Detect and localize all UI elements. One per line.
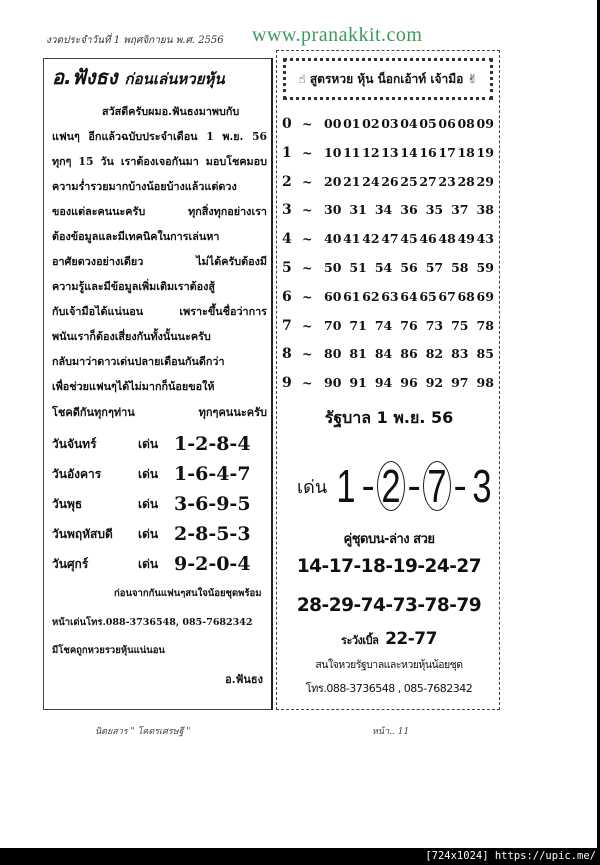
play-label: เด่น (297, 476, 328, 497)
value: 42 (362, 231, 380, 247)
issue-date: งวดประจำวันที่ 1 พฤศจิกายน พ.ศ. 2556 (46, 35, 224, 46)
note-1: ก่อนจากกันแฟนๆสนใจน้อยชุดพร้อม (114, 588, 262, 599)
left-column (43, 58, 273, 710)
note-3: มีโชคถูกหวยรวยหุ้นแน่นอน (52, 645, 165, 656)
value: 19 (476, 144, 494, 160)
pairs-title: คู่ชุดบน-ล่าง สวย (343, 532, 435, 547)
value: 91 (349, 375, 367, 391)
intro-paragraph (52, 99, 267, 399)
formula-header (283, 58, 493, 100)
row-key: 0 (282, 116, 292, 132)
value: 69 (476, 288, 494, 304)
right-column (276, 50, 500, 710)
formula-row (282, 144, 494, 162)
row-key: 5 (282, 260, 292, 276)
row-key: 3 (282, 202, 292, 219)
value: 83 (451, 346, 469, 362)
paragraph-line: สวัสดีครับผมอ.ฟันธงมาพบกับ (102, 105, 240, 118)
double-line (277, 627, 501, 653)
day-name: วันพฤหัสบดี (52, 526, 113, 541)
value: 37 (451, 202, 469, 218)
left-title (52, 63, 225, 93)
play-label: เด่น (138, 526, 159, 541)
value: 38 (476, 202, 494, 218)
value: 21 (343, 173, 361, 189)
row-key: 1 (282, 144, 292, 161)
row-key: 4 (282, 231, 292, 248)
row-sep: ~ (302, 346, 313, 362)
value: 85 (476, 346, 494, 362)
value: 01 (343, 116, 361, 131)
row-key: 7 (282, 317, 292, 334)
author-name: อ.ฟังธง (52, 65, 118, 89)
paragraph-line: ทุกๆ 15 วัน เราต้องเจอกันมา มอบโชคมอบ (52, 155, 267, 168)
digit-wrap (377, 461, 405, 511)
value: 16 (419, 144, 437, 160)
value: 56 (400, 260, 418, 275)
dash: - (407, 463, 421, 508)
row-values (324, 230, 494, 248)
hand-icon: ✌ (463, 72, 478, 86)
paragraph-line: กลับมาว่าดาวเด่นปลายเดือนกันดีกว่า (52, 355, 225, 368)
value: 94 (374, 375, 393, 391)
value: 30 (324, 202, 342, 218)
formula-row (282, 173, 494, 191)
row-key: 2 (282, 173, 292, 190)
row-sep: ~ (302, 173, 313, 189)
value: 46 (419, 231, 437, 247)
pairs-row-1: 14-17-18-19-24-27 (296, 556, 482, 577)
magazine-name: นิตยสาร " โคตรเศรษฐี " (95, 727, 191, 737)
value: 73 (425, 317, 444, 333)
day-row (52, 551, 251, 577)
value: 03 (381, 116, 399, 131)
hand-icon: ☝ (298, 72, 310, 86)
formula-title: สูตรหวย หุ้น น็อกเอ้าท์ เจ้ามือ (309, 71, 464, 86)
value: 54 (374, 260, 393, 275)
row-values (324, 317, 494, 335)
day-numbers: 9-2-0-4 (174, 553, 251, 575)
paragraph-line: กับเจ้ามือได้แน่นอน เพราะขึ้นชื่อว่าการ (52, 305, 267, 318)
digit-wrap (333, 459, 359, 513)
site-url: www.pranakkit.com (252, 24, 423, 46)
value: 05 (419, 116, 437, 131)
value: 78 (476, 317, 494, 333)
value: 08 (457, 116, 475, 131)
value: 26 (381, 173, 399, 189)
value: 90 (324, 375, 342, 391)
value: 24 (362, 173, 380, 189)
value: 82 (425, 346, 444, 362)
row-values (324, 288, 494, 306)
value: 92 (425, 375, 444, 391)
day-numbers: 1-6-4-7 (174, 463, 251, 485)
signature: อ.ฟันธง (225, 673, 263, 686)
value: 11 (343, 144, 361, 160)
play-label: เด่น (138, 556, 159, 571)
row-sep: ~ (302, 202, 313, 218)
paragraph-line: ต้องข้อมูลและมีเทคนิคในการเล่นหา (52, 230, 220, 243)
paragraph-line: ของแต่ละคนนะครับ ทุกสิ่งทุกอย่างเรา (52, 205, 267, 218)
value: 35 (425, 202, 444, 218)
row-values (324, 173, 494, 191)
day-numbers: 2-8-5-3 (174, 523, 251, 545)
pairs-row-2: 28-29-74-73-78-79 (296, 595, 482, 616)
value: 31 (349, 202, 367, 218)
day-row (52, 431, 251, 457)
paragraph-line: เพื่อช่วยแฟนๆได้ไม่มากก็น้อยขอให้ (52, 380, 215, 393)
value: 49 (457, 231, 475, 247)
digit: 2 (381, 460, 401, 512)
value: 51 (349, 260, 367, 275)
value: 76 (400, 317, 418, 333)
value: 02 (362, 116, 380, 131)
value: 36 (400, 202, 418, 218)
value: 43 (476, 231, 494, 247)
value: 47 (381, 231, 399, 247)
value: 60 (324, 288, 342, 304)
play-label: เด่น (138, 436, 159, 451)
formula-row (282, 288, 494, 306)
title-sub: ก่อนเล่นหวยหุ้น (124, 70, 225, 88)
value: 20 (324, 173, 342, 189)
value: 75 (451, 317, 469, 333)
page-number: หน้า.. 11 (372, 727, 410, 737)
day-name: วันจันทร์ (52, 436, 97, 451)
luck-b: ทุกๆคนนะครับ (198, 406, 267, 419)
formula-row (282, 230, 494, 248)
digit-wrap (469, 459, 495, 513)
value: 25 (400, 173, 418, 189)
formula-row (282, 259, 494, 277)
value: 96 (400, 375, 418, 391)
value: 00 (324, 116, 342, 131)
double-label: ระวังเบิ้ล (341, 634, 379, 647)
value: 40 (324, 231, 342, 247)
value: 64 (400, 288, 418, 304)
row-values (324, 345, 494, 363)
row-key: 6 (282, 288, 292, 305)
digit: 3 (472, 460, 492, 512)
row-sep: ~ (302, 375, 313, 391)
value: 59 (476, 260, 494, 275)
value: 57 (425, 260, 444, 275)
contact-2: โทร.088-3736548 , 085-7682342 (305, 682, 473, 695)
value: 70 (324, 317, 342, 333)
value: 97 (451, 375, 469, 391)
day-row (52, 461, 251, 487)
paragraph-line: พนันเราก็ต้องเสี่ยงกันทั้งนั้นนะครับ (52, 330, 211, 343)
day-numbers: 1-2-8-4 (174, 433, 251, 455)
day-row (52, 521, 251, 547)
featured-digits (297, 459, 495, 513)
row-key: 9 (282, 375, 292, 392)
value: 63 (381, 288, 399, 304)
watermark-bar: [724x1024] https://upic.me/ (0, 848, 600, 865)
day-row (52, 491, 251, 517)
double-nums: 22-77 (385, 629, 437, 649)
formula-row (282, 201, 494, 219)
value: 61 (343, 288, 361, 304)
value: 13 (381, 144, 399, 160)
row-sep: ~ (302, 260, 313, 275)
value: 58 (451, 260, 469, 275)
value: 62 (362, 288, 380, 304)
value: 98 (476, 375, 494, 391)
value: 74 (374, 317, 393, 333)
value: 41 (343, 231, 361, 247)
value: 14 (400, 144, 418, 160)
value: 80 (324, 346, 342, 362)
value: 65 (419, 288, 437, 304)
value: 27 (419, 173, 437, 189)
day-name: วันพุธ (52, 496, 83, 511)
play-label: เด่น (138, 466, 159, 481)
formula-row (282, 115, 494, 133)
formula-row (282, 374, 494, 392)
day-numbers: 3-6-9-5 (174, 493, 251, 515)
paragraph-line: ความร่ำรวยมากบ้างน้อยบ้างแล้วแต่ดวง (52, 180, 237, 193)
value: 29 (476, 173, 494, 189)
formula-row (282, 317, 494, 335)
value: 12 (362, 144, 380, 160)
contact-1: สนใจหวยรัฐบาลและหวยหุ้นน้อยชุด (315, 659, 463, 671)
digit: 7 (427, 460, 447, 512)
value: 81 (349, 346, 367, 362)
paragraph-line: ความรู้และมีข้อมูลเพิ่มเติมเราต้องสู้ (52, 280, 216, 293)
value: 17 (438, 144, 456, 160)
dash: - (453, 463, 467, 508)
play-label: เด่น (138, 496, 159, 511)
day-name: วันศุกร์ (52, 556, 89, 571)
note-2: หน้าเด่นโทร.088-3736548, 085-7682342 (52, 617, 253, 628)
value: 10 (324, 144, 342, 160)
dash: - (361, 463, 375, 508)
digit-wrap (423, 461, 451, 511)
paragraph-line: อาศัยดวงอย่างเดียว ไม่ได้ครับต้องมี (52, 255, 267, 268)
row-sep: ~ (302, 116, 313, 131)
row-key: 8 (282, 346, 292, 363)
row-values (324, 201, 494, 219)
row-values (324, 259, 494, 277)
value: 06 (438, 116, 456, 131)
row-sep: ~ (302, 144, 313, 160)
value: 68 (457, 288, 475, 304)
value: 09 (476, 116, 494, 131)
value: 04 (400, 116, 418, 131)
value: 28 (457, 173, 475, 189)
row-sep: ~ (302, 231, 313, 247)
day-name: วันอังคาร (52, 466, 102, 481)
value: 23 (438, 173, 456, 189)
luck-a: โชคดีกันทุกๆท่าน (52, 406, 135, 419)
formula-row (282, 345, 494, 363)
digit: 1 (336, 460, 356, 512)
value: 50 (324, 260, 342, 275)
gov-title: รัฐบาล 1 พ.ย. 56 (324, 408, 454, 427)
value: 34 (374, 202, 393, 218)
value: 18 (457, 144, 475, 160)
value: 45 (400, 231, 418, 247)
value: 86 (400, 346, 418, 362)
paragraph-line: แฟนๆ อีกแล้วฉบับประจำเดือน 1 พ.ย. 56 (52, 130, 267, 143)
value: 84 (374, 346, 393, 362)
row-values (324, 374, 494, 392)
row-sep: ~ (302, 317, 313, 333)
value: 48 (438, 231, 456, 247)
value: 71 (349, 317, 367, 333)
row-sep: ~ (302, 288, 313, 304)
row-values (324, 144, 494, 162)
luck-line (52, 405, 267, 421)
row-values (324, 115, 494, 133)
value: 67 (438, 288, 456, 304)
